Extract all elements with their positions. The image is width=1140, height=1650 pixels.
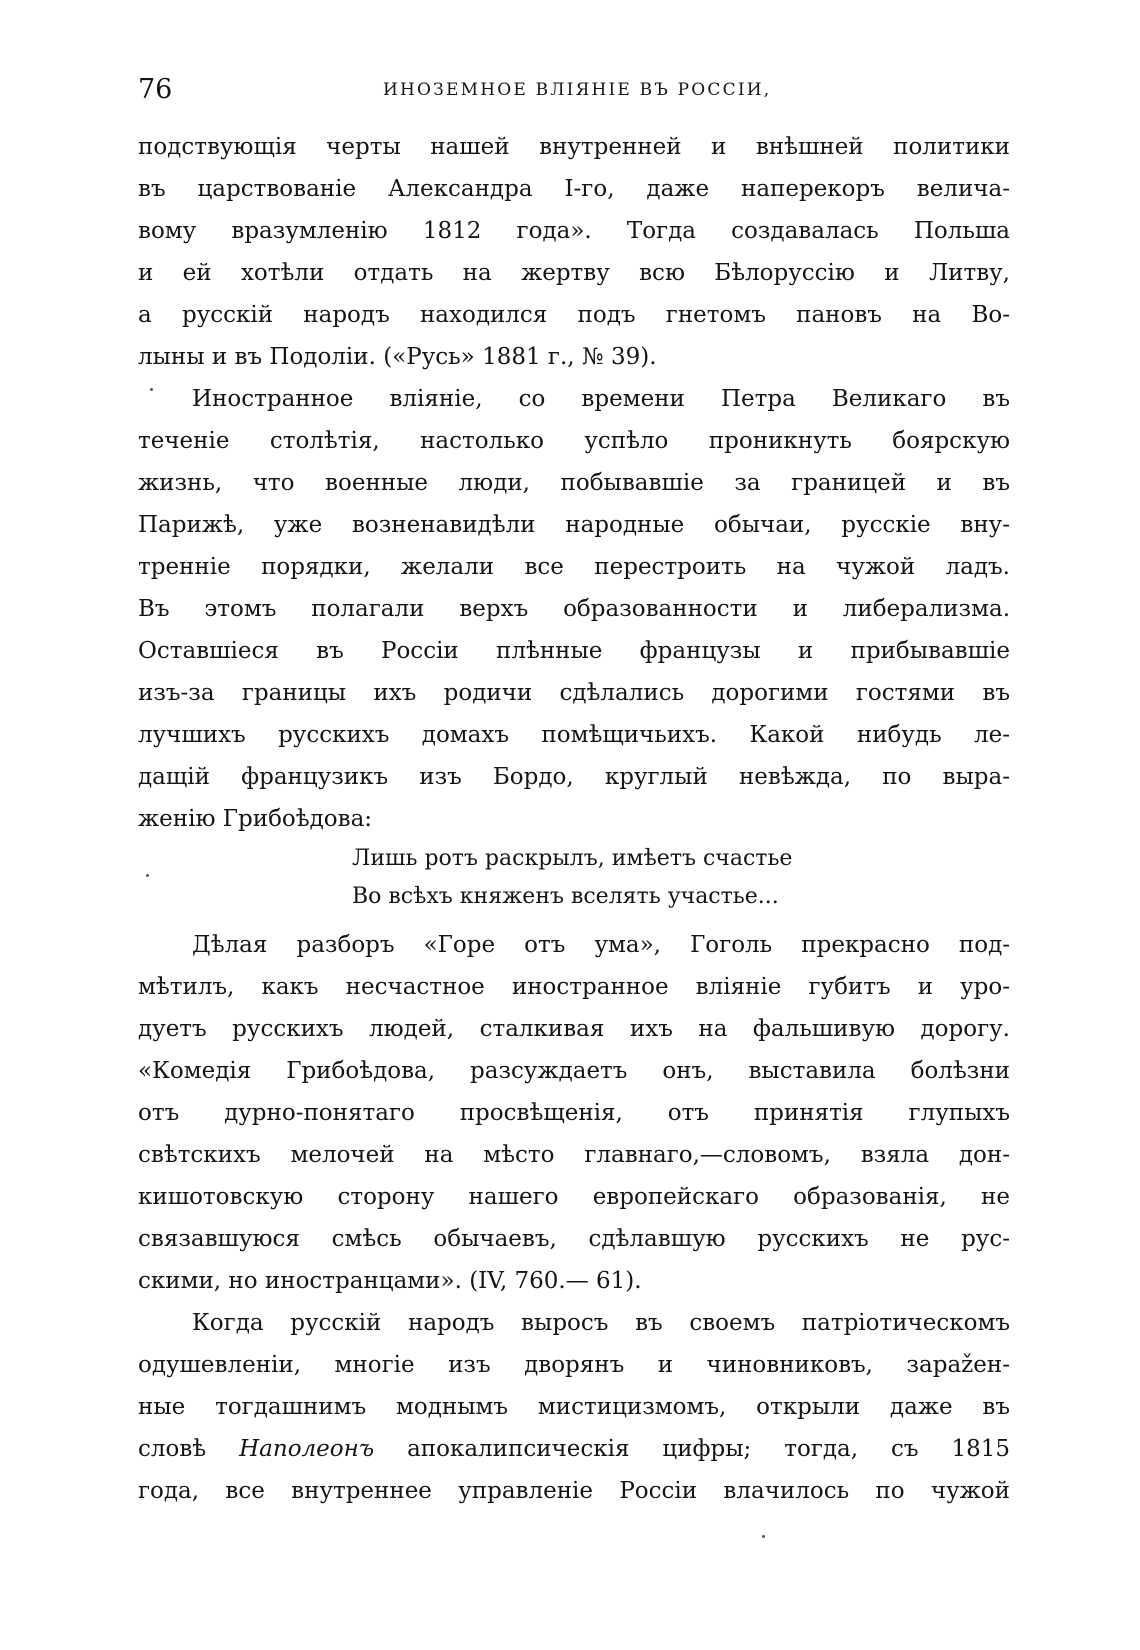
text-line: Оставшіеся въ Россіи плѣнные французы и прибывавшіе [138,638,1010,664]
print-speck [146,874,149,877]
text-line: Въ этомъ полагали верхъ образованности и либерализма. [138,596,1010,622]
verse-line: Лишь ротъ раскрылъ, имѣетъ счастье [352,846,793,871]
print-speck [150,388,153,391]
text-line: изъ-за границы ихъ родичи сдѣлались дорогими гостями въ [138,680,1010,706]
text-line: теченіе столѣтія, настолько успѣло проникнуть боярскую [138,428,1010,454]
spacer [138,916,1010,924]
text-run: словѣ [138,1436,240,1462]
text-line: лучшихъ русскихъ домахъ помѣщичьихъ. Какой нибудь ле- [138,722,1010,748]
text-line: «Комедія Грибоѣдова, разсуждаетъ онъ, выставила болѣзни [138,1058,1010,1084]
print-speck [762,1535,765,1538]
page-number: 76 [138,74,173,105]
paragraph-1 [138,126,1010,378]
text-line: Дѣлая разборъ «Горе отъ ума», Гоголь прекрасно под- [192,932,1010,958]
text-line: ные тогдашнимъ моднымъ мистицизмомъ, открыли даже въ [138,1394,1010,1420]
text-line: подствующія черты нашей внутренней и внѣшней политики [138,134,1010,160]
text-line: скими, но иностранцами». (IV, 760.— 61). [138,1268,642,1294]
text-run: апокалипсическія цифры; тогда, съ 1815 [374,1436,1010,1462]
text-line: связавшуюся смѣсь обычаевъ, сдѣлавшую русскихъ не рус- [138,1226,1010,1252]
text-line: а русскій народъ находился подъ гнетомъ пановъ на Во- [138,302,1010,328]
text-line: въ царствованіе Александра I-го, даже наперекоръ велича- [138,176,1010,202]
text-line: лыны и въ Подоліи. («Русь» 1881 г., № 39). [138,344,657,370]
text-line: свѣтскихъ мелочей на мѣсто главнаго,—словомъ, взяла дон- [138,1142,1010,1168]
text-line: года, все внутреннее управленіе Россіи влачилось по чужой [138,1478,1010,1504]
paragraph-2 [138,378,1010,840]
text-line: и ей хотѣли отдать на жертву всю Бѣлоруссію и Литву, [138,260,1010,286]
text-line: Парижѣ, уже возненавидѣли народные обычаи, русскіе вну- [138,512,1010,538]
italic-word: Наполеонъ [239,1436,375,1462]
text-line: жизнь, что военные люди, побывавшіе за границей и въ [138,470,1010,496]
verse-line: Во всѣхъ княженъ вселять участье... [352,884,779,909]
running-title: ИНОЗЕМНОЕ ВЛІЯНІЕ ВЪ РОССІИ, [383,80,772,100]
text-line: отъ дурно-понятаго просвѣщенія, отъ принятія глупыхъ [138,1100,1010,1126]
text-line: одушевленіи, многіе изъ дворянъ и чиновниковъ, зараžен- [138,1352,1010,1378]
text-line: дуетъ русскихъ людей, сталкивая ихъ на фальшивую дорогу. [138,1016,1010,1042]
text-line: мѣтилъ, какъ несчастное иностранное вліяніе губитъ и уро- [138,974,1010,1000]
text-line: дащій французикъ изъ Бордо, круглый невѣжда, по выра- [138,764,1010,790]
text-line [138,1428,1010,1470]
paragraph-3 [138,924,1010,1302]
paragraph-4 [138,1302,1010,1512]
body-text [138,126,1010,1512]
verse-quote [138,840,1010,916]
text-line: тренніе порядки, желали все перестроить на чужой ладъ. [138,554,1010,580]
text-line: вому вразумленію 1812 года». Тогда создавалась Польша [138,218,1010,244]
text-line: женію Грибоѣдова: [138,806,373,832]
page-header [138,70,1008,110]
text-line: Когда русскій народъ выросъ въ своемъ патріотическомъ [192,1310,1010,1336]
text-line: кишотовскую сторону нашего европейскаго образованія, не [138,1184,1010,1210]
text-line: Иностранное вліяніе, со времени Петра Великаго въ [192,386,1010,412]
